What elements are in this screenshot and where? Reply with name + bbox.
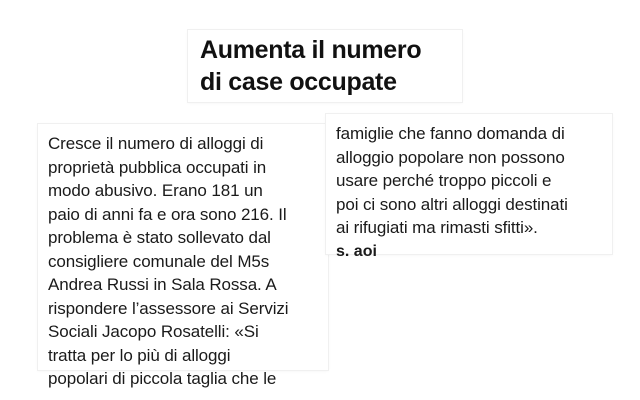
body-text-line: proprietà pubblica occupati in xyxy=(48,157,267,177)
body-text-line: famiglie che fanno domanda di xyxy=(336,124,565,143)
body-text-line: consigliere comunale del M5s xyxy=(48,251,270,271)
body-text-line: Cresce il numero di alloggi di xyxy=(48,134,264,153)
body-text-line: alloggio popolare non possono xyxy=(336,147,565,167)
body-text-line: popolari di piccola taglia che le xyxy=(48,369,277,388)
body-text-line: modo abusivo. Erano 181 un xyxy=(48,181,263,200)
body-text-line: tratta per lo più di alloggi xyxy=(48,345,231,365)
body-text-line: Sociali Jacopo Rosatelli: «Si xyxy=(48,322,259,341)
article-column-left xyxy=(38,124,328,388)
body-text-line: usare perché troppo piccoli e xyxy=(336,171,552,190)
body-text-line: paio di anni fa e ora sono 216. Il xyxy=(48,204,287,224)
author-signature: s. aoi xyxy=(336,242,377,260)
body-text-line: ai rifugiati ma rimasti sfitti». xyxy=(336,218,538,237)
headline-box xyxy=(188,30,462,102)
body-text-line: Andrea Russi in Sala Rossa. A xyxy=(48,275,277,294)
body-text-line: problema è stato sollevato dal xyxy=(48,228,271,247)
body-text-line: rispondere l’assessore ai Servizi xyxy=(48,298,289,318)
headline-line-2: di case occupate xyxy=(200,68,397,96)
body-text-line: poi ci sono altri alloggi destinati xyxy=(336,194,568,214)
article-column-right xyxy=(326,114,612,260)
headline-line-1: Aumenta il numero xyxy=(200,36,422,64)
